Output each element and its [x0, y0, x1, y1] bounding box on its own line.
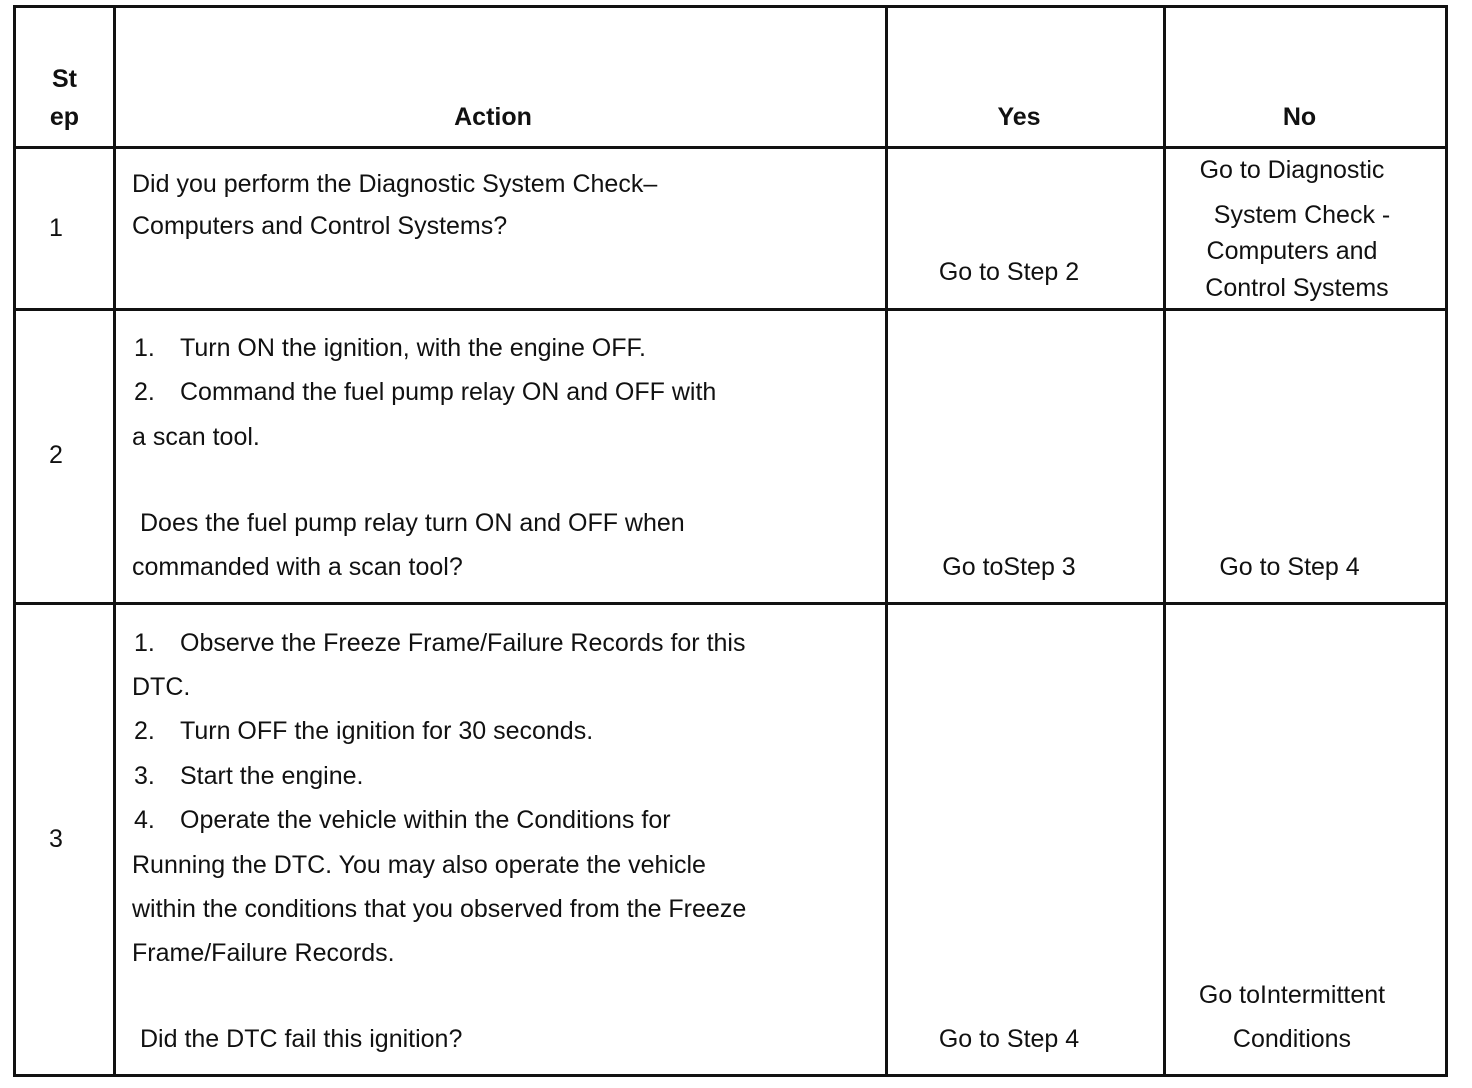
row3-step-number: 3 [49, 825, 63, 853]
header-no: No [1282, 103, 1317, 131]
row2-action-item2 [134, 377, 716, 407]
row1-action-line1: Did you perform the Diagnostic System Check– [132, 170, 658, 198]
list-text: Turn ON the ignition, with the engine OFF. [180, 334, 646, 362]
table-border-top [13, 5, 1448, 8]
row1-step-number: 1 [49, 214, 63, 242]
list-text: Start the engine. [180, 762, 364, 790]
table-border-bottom [13, 1074, 1448, 1077]
column-divider [885, 5, 888, 1077]
list-text: Command the fuel pump relay ON and OFF with [180, 378, 717, 406]
row3-action-item4-continued2: within the conditions that you observed from the Freeze [132, 895, 747, 923]
row2-action-item1 [134, 333, 646, 363]
row3-question: Did the DTC fail this ignition? [140, 1025, 463, 1053]
row2-yes-text: Go toStep 3 [942, 553, 1076, 581]
table-border-left [13, 5, 16, 1077]
row3-action-item4 [134, 805, 671, 835]
row1-action-line2: Computers and Control Systems? [132, 212, 508, 240]
list-number: 3. [134, 762, 155, 790]
row3-action-item1 [134, 628, 745, 658]
row1-no-line1: Go to Diagnostic [1199, 156, 1385, 184]
column-divider [113, 5, 116, 1077]
list-number: 2. [134, 717, 155, 745]
list-text: Operate the vehicle within the Conditions for [180, 806, 671, 834]
row2-action-item2-continued: a scan tool. [132, 423, 260, 451]
list-number: 1. [134, 334, 155, 362]
row3-action-item3 [134, 761, 363, 791]
row-divider [13, 602, 1448, 605]
list-number: 2. [134, 378, 155, 406]
row3-action-item4-continued3: Frame/Failure Records. [132, 939, 395, 967]
header-action: Action [454, 103, 532, 131]
row-divider [13, 308, 1448, 311]
list-text: Observe the Freeze Frame/Failure Records for this [180, 629, 746, 657]
diagnostic-table [13, 5, 1448, 1077]
table-border-right [1445, 5, 1448, 1077]
row2-question-line1: Does the fuel pump relay turn ON and OFF when [140, 509, 685, 537]
row3-action-item1-continued: DTC. [132, 673, 191, 701]
list-number: 4. [134, 806, 155, 834]
list-text: Turn OFF the ignition for 30 seconds. [180, 717, 594, 745]
row1-no-line3: Computers and [1206, 237, 1378, 265]
list-number: 1. [134, 629, 155, 657]
row3-action-item4-continued1: Running the DTC. You may also operate the vehicle [132, 851, 706, 879]
header-yes: Yes [997, 103, 1041, 131]
row2-no-text: Go to Step 4 [1219, 553, 1360, 581]
header-step-line1: St [52, 65, 77, 93]
row2-step-number: 2 [49, 441, 63, 469]
header-step-line2: ep [49, 103, 80, 131]
row3-action-item2 [134, 716, 593, 746]
row3-no-line2: Conditions [1232, 1025, 1352, 1053]
row1-no-line2: System Check - [1213, 201, 1391, 229]
row3-yes-text: Go to Step 4 [938, 1025, 1080, 1053]
row1-yes-text: Go to Step 2 [938, 258, 1080, 286]
header-divider [13, 146, 1448, 149]
row2-question-line2: commanded with a scan tool? [132, 553, 463, 581]
row1-no-line4: Control Systems [1205, 274, 1389, 302]
row3-no-line1: Go toIntermittent [1198, 981, 1386, 1009]
